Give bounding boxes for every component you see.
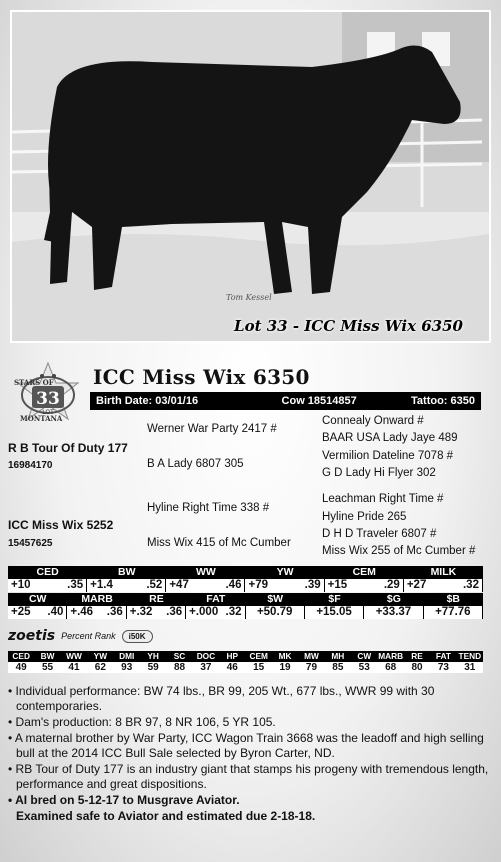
rank-header: CED — [8, 651, 34, 662]
rank-value: 55 — [34, 662, 60, 673]
note-maternal-brother: • A maternal brother by War Party, ICC Wagon Train 3668 was the leadoff and high selling bull at the 2014 ICC Bull Sale selected by Byron Carter, ND. — [8, 731, 494, 761]
epd-header: MARB — [67, 593, 126, 606]
epd-header: YW — [245, 566, 324, 579]
rank-value: 46 — [219, 662, 245, 673]
epd-value: +15 .29 — [325, 579, 404, 592]
cow-photo — [10, 10, 491, 343]
rank-header: RE — [404, 651, 430, 662]
epd-header: MILK — [404, 566, 483, 579]
percent-rank-label: Percent Rank — [61, 631, 116, 641]
tattoo: Tattoo: 6350 — [411, 395, 475, 407]
animal-info-bar — [90, 392, 481, 410]
epd-header: $W — [246, 593, 305, 606]
epd-value: +.000 .32 — [186, 606, 245, 619]
rank-header: FAT — [430, 651, 456, 662]
epd-header: CED — [8, 566, 87, 579]
photo-caption: Lot 33 - ICC Miss Wix 6350 — [234, 317, 463, 335]
rank-value: 80 — [404, 662, 430, 673]
epd-table-1 — [8, 566, 483, 592]
epd-header: RE — [127, 593, 186, 606]
rank-value: 19 — [272, 662, 298, 673]
epd-value: +10 .35 — [8, 579, 87, 592]
rank-header: HP — [219, 651, 245, 662]
rank-header: DMI — [114, 651, 140, 662]
epd-header: CW — [8, 593, 67, 606]
rank-header: MH — [325, 651, 351, 662]
pedigree-gen3-1: Connealy Onward # — [322, 415, 424, 427]
rank-value: 53 — [351, 662, 377, 673]
percent-rank-table — [8, 651, 483, 673]
epd-value: +33.37 — [364, 606, 423, 619]
lot-notes — [8, 684, 494, 824]
animal-name: ICC Miss Wix 6350 — [93, 365, 310, 389]
note-dam-production: • Dam's production: 8 BR 97, 8 NR 106, 5 YR 105. — [8, 715, 494, 730]
rank-header: YH — [140, 651, 166, 662]
rank-value: 31 — [457, 662, 483, 673]
rank-value: 41 — [61, 662, 87, 673]
genomics-header — [8, 628, 153, 644]
rank-header: SC — [166, 651, 192, 662]
rank-header: CW — [351, 651, 377, 662]
rank-value: 88 — [166, 662, 192, 673]
sire-registration: 16984170 — [8, 460, 53, 471]
rank-value: 37 — [193, 662, 219, 673]
epd-value: +.46 .36 — [67, 606, 126, 619]
epd-header: CEM — [325, 566, 404, 579]
pedigree-sire-sire: Werner War Party 2417 # — [147, 423, 277, 435]
note-examined: Examined safe to Aviator and estimated due 2-18-18. — [16, 809, 316, 823]
epd-header: $B — [424, 593, 483, 606]
stars-of-montana-logo — [8, 361, 88, 429]
epd-header: BW — [87, 566, 166, 579]
rank-value: 79 — [298, 662, 324, 673]
rank-header: MARB — [378, 651, 404, 661]
epd-header: FAT — [186, 593, 245, 606]
rank-value: 49 — [8, 662, 34, 673]
epd-header: WW — [166, 566, 245, 579]
epd-value: +77.76 — [424, 606, 483, 619]
epd-table-2 — [8, 593, 483, 619]
rank-header: DOC — [193, 651, 219, 662]
epd-value: +79 .39 — [245, 579, 324, 592]
zoetis-logo: zoetis — [8, 628, 56, 644]
rank-value: 93 — [114, 662, 140, 673]
epd-value: +1.4 .52 — [87, 579, 166, 592]
birth-date: Birth Date: 03/01/16 — [96, 395, 199, 407]
badge-top-text: STARS OF — [14, 378, 54, 387]
epd-value: +47 .46 — [166, 579, 245, 592]
note-sire: • RB Tour of Duty 177 is an industry giant that stamps his progeny with tremendous length, performance and great dispositions. — [8, 762, 494, 792]
lot-number: 33 — [36, 389, 60, 409]
note-performance: • Individual performance: BW 74 lbs., BR 99, 205 Wt., 677 lbs., WWR 99 with 30 contemporaries. — [8, 684, 494, 714]
epd-value: +50.79 — [246, 606, 305, 619]
badge-bottom-text: MONTANA — [20, 414, 63, 423]
epd-header: $F — [305, 593, 364, 606]
rank-value: 85 — [325, 662, 351, 673]
rank-header: WW — [61, 651, 87, 662]
pedigree-dam-dam: Miss Wix 415 of Mc Cumber — [147, 537, 291, 549]
registration-number: Cow 18514857 — [281, 395, 357, 407]
pedigree-gen3-6: Hyline Pride 265 — [322, 511, 407, 523]
epd-value: +.32 .36 — [127, 606, 186, 619]
svg-text:Tom Kessel: Tom Kessel — [226, 293, 272, 302]
rank-value: 59 — [140, 662, 166, 673]
rank-header: CEM — [246, 651, 272, 662]
epd-value: +27 .32 — [404, 579, 483, 592]
epd-value: +15.05 — [305, 606, 364, 619]
rank-header: MK — [272, 651, 298, 662]
pedigree-gen3-5: Leachman Right Time # — [322, 493, 444, 505]
pedigree-gen3-2: BAAR USA Lady Jaye 489 — [322, 432, 458, 444]
i50k-badge: i50K — [122, 630, 153, 643]
rank-header: YW — [87, 651, 113, 662]
rank-value: 73 — [430, 662, 456, 673]
rank-value: 68 — [377, 662, 403, 673]
pedigree-sire-dam: B A Lady 6807 305 — [147, 458, 244, 470]
dam-name: ICC Miss Wix 5252 — [8, 518, 114, 532]
sire-name: R B Tour Of Duty 177 — [8, 441, 128, 455]
epd-value: +25 .40 — [8, 606, 67, 619]
pedigree-gen3-4: G D Lady Hi Flyer 302 — [322, 467, 436, 479]
pedigree-gen3-7: D H D Traveler 6807 # — [322, 528, 437, 540]
rank-header: MW — [298, 651, 324, 662]
dam-registration: 15457625 — [8, 538, 53, 549]
rank-header: BW — [34, 651, 60, 662]
epd-header: $G — [364, 593, 423, 606]
rank-value: 62 — [87, 662, 113, 673]
pedigree-dam-sire: Hyline Right Time 338 # — [147, 502, 270, 514]
lot-label: LOT — [42, 409, 54, 416]
pedigree-gen3-8: Miss Wix 255 of Mc Cumber # — [322, 545, 476, 557]
cow-photo-illustration — [12, 12, 489, 341]
rank-header: TEND — [458, 651, 482, 661]
note-ai-bred: • AI bred on 5-12-17 to Musgrave Aviator. — [8, 793, 494, 808]
pedigree-gen3-3: Vermilion Dateline 7078 # — [322, 450, 454, 462]
rank-value: 15 — [246, 662, 272, 673]
